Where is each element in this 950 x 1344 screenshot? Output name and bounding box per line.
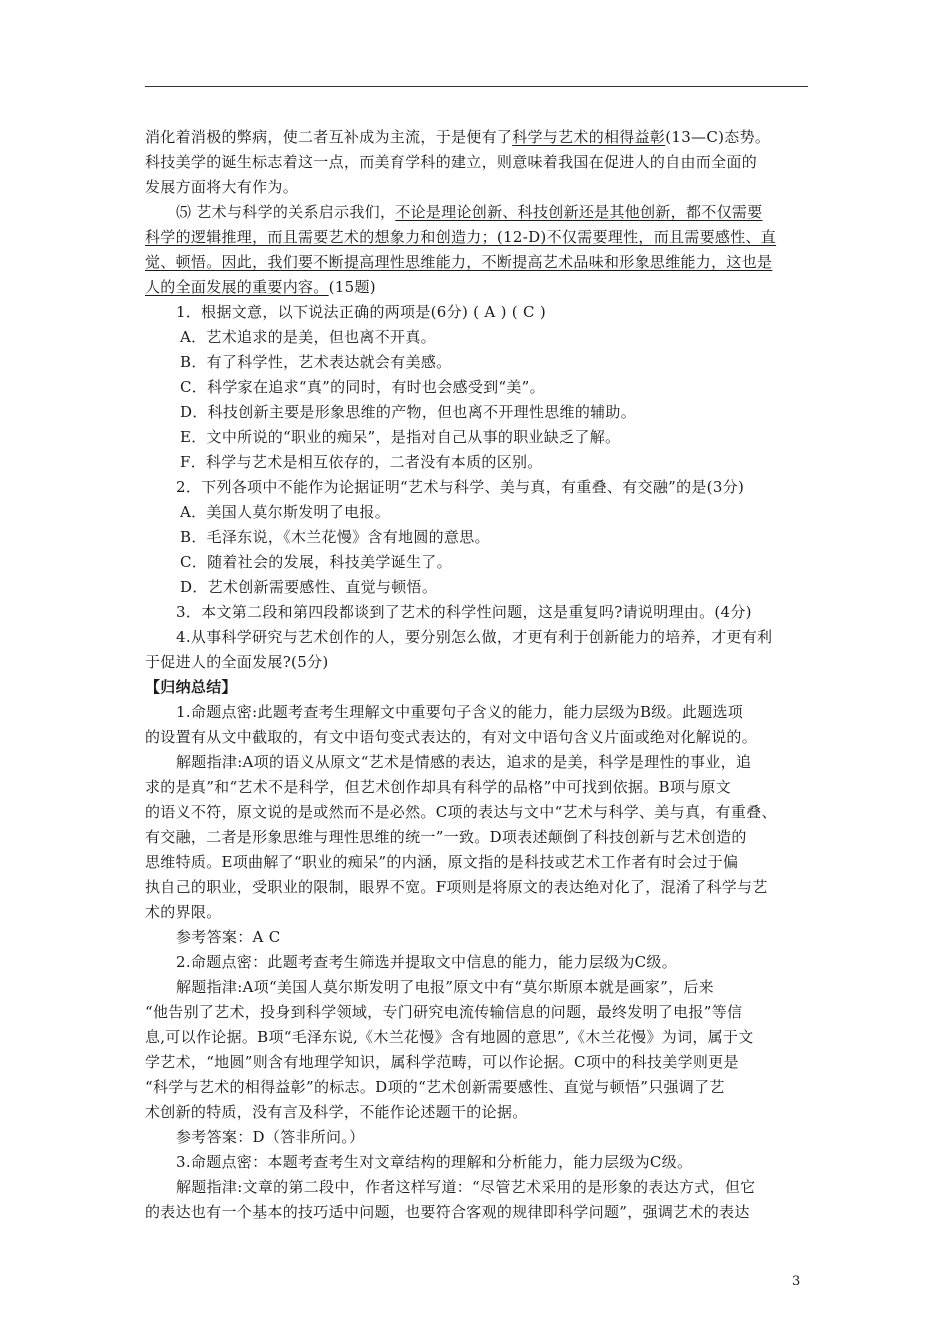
question-1-option: A．艺术追求的是美，但也离不开真。 [180, 328, 436, 346]
question-2-option: B．毛泽东说，《木兰花慢》含有地圆的意思。 [180, 528, 490, 546]
summary-1-guide: 思维特质。E项曲解了“职业的痴呆”的内涵，原文指的是科技或艺术工作者有时会过于偏 [145, 853, 739, 871]
summary-2-guide: “他告别了艺术，投身到科学领域，专门研究电流传输信息的问题，最终发明了电报”等信 [145, 1003, 743, 1021]
question-2-stem: 2．下列各项中不能作为论据证明“艺术与科学、美与真，有重叠、有交融”的是(3分) [176, 478, 745, 496]
question-2-option: A．美国人莫尔斯发明了电报。 [180, 503, 391, 521]
summary-3-guide: 的表达也有一个基本的技巧适中问题，也要符合客观的规律即科学问题”，强调艺术的表达 [145, 1203, 750, 1221]
summary-3-guide: 解题指津:文章的第二段中，作者这样写道：“尽管艺术采用的是形象的表达方式，但它 [176, 1178, 756, 1196]
summary-1-answer: 参考答案：A C [176, 928, 281, 946]
question-1-option: D．科技创新主要是形象思维的产物，但也离不开理性思维的辅助。 [180, 403, 637, 421]
question-1-option: B．有了科学性，艺术表达就会有美感。 [180, 353, 452, 371]
question-1-option: E．文中所说的“职业的痴呆”，是指对自己从事的职业缺乏了解。 [180, 428, 621, 446]
summary-2-guide: 学艺术，“地圆”则含有地理学知识，属科学范畴，可以作论据。C项中的科技美学则更是 [145, 1053, 739, 1071]
page-number: 3 [792, 1274, 801, 1289]
question-1-option: F．科学与艺术是相互依存的，二者没有本质的区别。 [180, 453, 543, 471]
summary-2-point: 2.命题点密：此题考查考生筛选并提取文中信息的能力，能力层级为C级。 [176, 953, 677, 971]
summary-3-point: 3.命题点密：本题考查考生对文章结构的理解和分析能力，能力层级为C级。 [176, 1153, 693, 1171]
question-4-line: 于促进人的全面发展?(5分) [145, 653, 329, 671]
summary-1-guide: 求的是真”和“艺术不是科学，但艺术创作却具有科学的品格”中可找到依据。B项与原文 [145, 778, 732, 796]
question-1-stem: 1．根据文意，以下说法正确的两项是(6分) ( A ) ( C ) [176, 303, 547, 321]
question-2-option: C．随着社会的发展，科技美学诞生了。 [180, 553, 452, 571]
summary-1-guide: 术的界限。 [145, 903, 222, 921]
summary-1-guide: 执自己的职业，受职业的限制，眼界不宽。F项则是将原文的表达绝对化了，混淆了科学与艺 [145, 878, 768, 896]
question-2-option: D．艺术创新需要感性、直觉与顿悟。 [180, 578, 438, 596]
summary-1-point: 1.命题点密:此题考查考生理解文中重要句子含义的能力，能力层级为B级。此题选项 [176, 703, 744, 721]
header-rule [145, 86, 808, 87]
summary-heading: 【归纳总结】 [145, 678, 237, 696]
text-line: 科技美学的诞生标志着这一点，而美育学科的建立，则意味着我国在促进人的自由而全面的 [145, 153, 758, 171]
question-3: 3．本文第二段和第四段都谈到了艺术的科学性问题，这是重复吗?请说明理由。(4分) [176, 603, 752, 621]
summary-2-guide: 术创新的特质，没有言及科学，不能作论述题干的论据。 [145, 1103, 528, 1121]
summary-1-guide: 有交融，二者是形象思维与理性思维的统一”一致。D项表述颠倒了科技创新与艺术创造的 [145, 828, 747, 846]
summary-1-guide: 解题指津:A项的语义从原文“艺术是情感的表达，追求的是美，科学是理性的事业，追 [176, 753, 752, 771]
paragraph-5-line: 人的全面发展的重要内容。(15题) [145, 278, 376, 296]
text-line: 发展方面将大有作为。 [145, 178, 299, 196]
summary-1-point: 的设置有从文中截取的，有文中语句变式表达的，有对文中语句含义片面或绝对化解说的。 [145, 728, 758, 746]
summary-2-guide: 解题指津:A项“美国人莫尔斯发明了电报”原文中有“莫尔斯原本就是画家”，后来 [176, 978, 714, 996]
question-1-option: C．科学家在追求“真”的同时，有时也会感受到“美”。 [180, 378, 545, 396]
summary-1-guide: 的语义不符，原文说的是或然而不是必然。C项的表达与文中“艺术与科学、美与真，有重叠、 [145, 803, 777, 821]
underlined-phrase: 科学与艺术的相得益彰 [512, 128, 666, 146]
paragraph-5-line: 觉、顿悟。因此，我们要不断提高理性思维能力，不断提高艺术品味和形象思维能力，这也是 [145, 253, 773, 271]
summary-2-guide: “科学与艺术的相得益彰”的标志。D项的“艺术创新需要感性、直觉与顿悟”只强调了艺 [145, 1078, 725, 1096]
paragraph-5-line: ⑸ 艺术与科学的关系启示我们，不论是理论创新、科技创新还是其他创新，都不仅需要 [176, 203, 763, 221]
summary-2-guide: 息,可以作论据。B项“毛泽东说,《木兰花慢》含有地圆的意思”,《木兰花慢》为词，属于文 [145, 1028, 754, 1046]
paragraph-5-line: 科学的逻辑推理，而且需要艺术的想象力和创造力；(12-D)不仅需要理性，而且需要感性、直 [145, 228, 777, 246]
question-4-line: 4.从事科学研究与艺术创作的人，要分别怎么做，才更有利于创新能力的培养，才更有利 [176, 628, 773, 646]
text-line: 消化着消极的弊病，使二者互补成为主流，于是便有了科学与艺术的相得益彰(13—C)态势。 [145, 128, 771, 146]
summary-2-answer: 参考答案：D（答非所问。） [176, 1128, 365, 1146]
